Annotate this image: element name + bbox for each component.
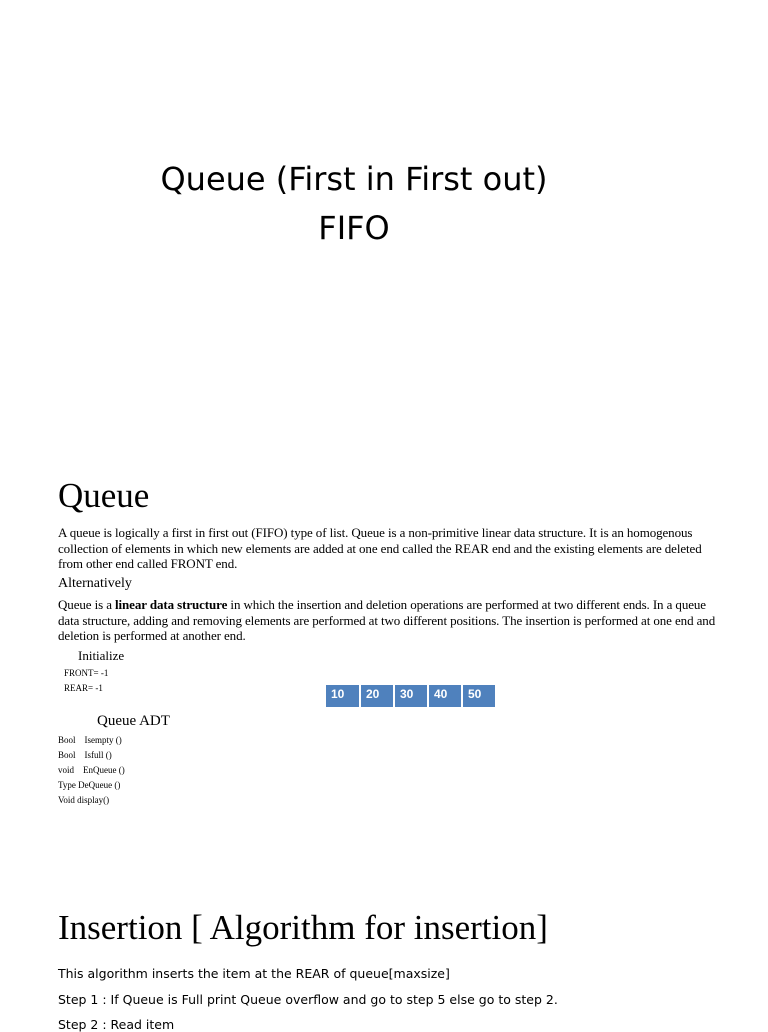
adt-item: Bool Isempty () <box>58 735 122 745</box>
alternatively-label: Alternatively <box>58 576 132 591</box>
front-init: FRONT= -1 <box>64 668 109 678</box>
queue-definition-paragraph: A queue is logically a first in first out (FIFO) type of list. Queue is a non-primitive linear data structure. It is an homogenous collection of elements in which new elements are added at one end called the REAR end and the existing elements are deleted from other end called FRONT end. <box>58 525 702 571</box>
queue-cell: 30 <box>395 685 429 707</box>
queue-cell: 50 <box>463 685 497 707</box>
insertion-step-2: Step 2 : Read item <box>58 1017 175 1032</box>
slide-title-line2: FIFO <box>318 209 390 247</box>
queue-adt-title: Queue ADT <box>97 713 170 729</box>
queue-array-diagram <box>326 685 497 707</box>
queue-cell: 10 <box>326 685 361 707</box>
queue-cell: 20 <box>361 685 395 707</box>
insertion-intro: This algorithm inserts the item at the REAR of queue[maxsize] <box>58 966 450 981</box>
rear-init: REAR= -1 <box>64 683 103 693</box>
queue-alternative-paragraph <box>58 597 718 644</box>
adt-item: Bool Isfull () <box>58 750 112 760</box>
adt-item: void EnQueue () <box>58 765 125 775</box>
adt-item: Type DeQueue () <box>58 780 121 790</box>
paragraph2-pre: Queue is a <box>58 597 116 612</box>
queue-cell: 40 <box>429 685 463 707</box>
insertion-step-1: Step 1 : If Queue is Full print Queue overflow and go to step 5 else go to step 2. <box>58 992 558 1007</box>
adt-item: Void display() <box>58 795 110 805</box>
insertion-heading: Insertion [ Algorithm for insertion] <box>58 908 548 947</box>
paragraph2-bold: linear data structure <box>115 597 228 612</box>
slide-title-line1: Queue (First in First out) <box>160 160 548 198</box>
initialize-label: Initialize <box>78 648 125 663</box>
queue-heading: Queue <box>58 476 150 515</box>
paragraph2-post: in which the insertion and deletion operations are performed at two different ends. In a queue data structure, adding and removing elements are performed at two different positions. The insertion is performed at one end and deletion is performed at another end. <box>58 597 716 643</box>
